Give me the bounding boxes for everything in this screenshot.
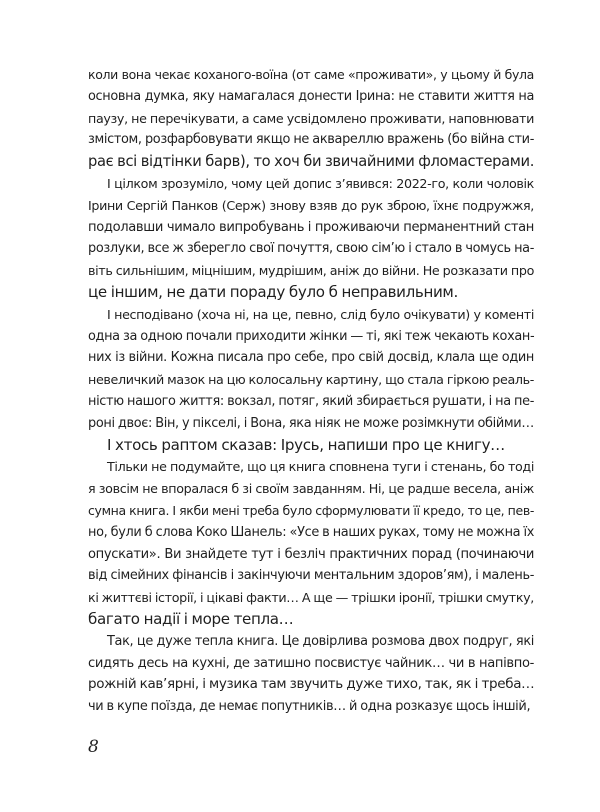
text-line: І хтось раптом сказав: Ірусь, напиши про це книгу… [107,435,505,454]
text-line: І несподівано (хоча ні, на це, певно, слід було очікувати) у коменті [107,306,534,322]
text-line: роні двоє: Він, у пікселі, і Вона, яка ніяк не може розімкнути обійми… [88,415,534,431]
text-line: них із війни. Кожна писала про себе, про свій досвід, клала ще один [88,350,534,366]
text-line: чи в купе поїзда, де немає попутників… й одна розказує щось іншій, [88,699,531,715]
text-line: Так, це дуже тепла книга. Це довірлива розмова двох подруг, які [107,633,534,649]
text-line: рає всі відтінки барв), то хоч би звичайними фломастерами. [88,153,535,171]
text-line: коли вона чекає коханого-воїна (от саме «проживати», у цьому й була [88,67,534,82]
body-text [88,64,534,718]
text-line: змістом, розфарбовувати якщо не аквареллю вражень (бо війна сти- [88,132,534,148]
text-line: но, були б слова Коко Шанель: «Усе в наших руках, тому не можна їх [88,524,534,540]
text-line: багато надії і море тепла… [88,609,294,628]
page-number: 8 [88,737,99,757]
text-line: опускати». Ви знайдете тут і безліч практичних порад (починаючи [88,546,534,562]
paragraph [88,64,534,173]
paragraph [88,173,534,304]
text-line: віть сильнішим, міцнішим, мудрішим, аніж до війни. Не розказати про [88,263,534,279]
text-line: від сімейних фінансів і закінчуючи ментальним здоров’ям), і малень- [88,568,534,584]
text-line: одна за одною почали приходити жінки — ті, які теж чекають кохан- [88,328,535,344]
text-line: кі життєві історії, і цікаві факти… А ще — трішки іронії, трішки смутку, [88,590,534,606]
text-line: Тільки не подумайте, що ця книга сповнена туги і стенань, бо тоді [107,459,534,475]
text-line: невеличкий мазок на цю колосальну картину, що стала гіркою реаль- [88,372,534,388]
paragraph [88,304,534,435]
text-line: Ірини Сергій Панков (Серж) знову взяв до рук зброю, їхнє подружжя, [88,197,534,213]
text-line: сидять десь на кухні, де затишно посвистує чайник… чи в напівпо- [88,655,534,671]
text-line: ністю нашого життя: вокзал, потяг, який збирається рушати, і на пе- [88,393,534,409]
text-line: І цілком зрозуміло, чому цей допис з’явився: 2022-го, коли чоловік [107,175,534,191]
text-line: я зовсім не впоралася б зі своїм завданням. Ні, це радше весела, аніж [88,481,534,497]
text-line: це іншим, не дати пораду було б неправильним. [88,282,458,301]
text-line: рожній кав’ярні, і музика там звучить дуже тихо, так, як і треба… [88,676,535,693]
paragraph [88,456,534,630]
text-line: подолавши чимало випробувань і проживаючи перманентний стан [88,219,534,235]
text-line: розлуки, все ж зберегло свої почуття, свою сім’ю і стало в чомусь на- [88,241,534,257]
paragraph [88,435,534,457]
text-line: основна думка, яку намагалася донести Ірина: не ставити життя на [88,88,534,104]
text-line: сумна книга. І якби мені треба було сформулювати її кредо, то це, пев- [88,502,534,518]
paragraph [88,631,534,718]
text-line: паузу, не перечікувати, а саме усвідомлено проживати, наповнювати [88,110,534,126]
